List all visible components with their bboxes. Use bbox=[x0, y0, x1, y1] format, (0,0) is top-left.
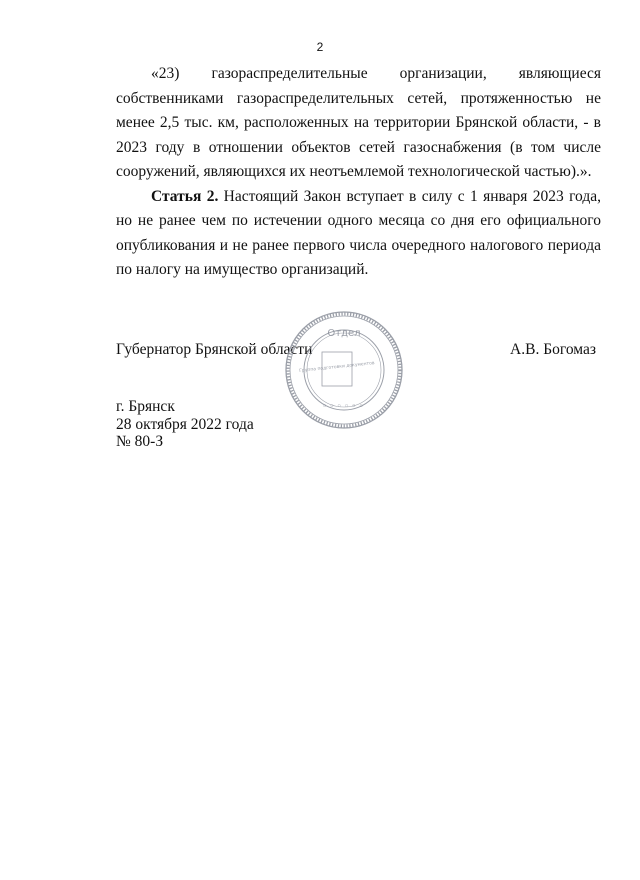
paragraph-article-2 bbox=[116, 185, 601, 283]
official-stamp bbox=[282, 308, 406, 432]
document-body bbox=[116, 62, 601, 283]
page-number: 2 bbox=[316, 40, 324, 54]
governor-name: А.В. Богомаз bbox=[510, 341, 596, 358]
article-2-label: Статья 2. bbox=[151, 187, 219, 205]
svg-text:◦◦◦◦◦◦: ◦◦◦◦◦◦ bbox=[322, 402, 366, 412]
governor-title: Губернатор Брянской области bbox=[116, 341, 313, 358]
date-text: 28 октября 2022 года bbox=[116, 415, 254, 433]
stamp-center-text: Отдел bbox=[327, 328, 361, 339]
stamp-inner-text: Группа подготовки документов bbox=[299, 361, 375, 374]
city-text: г. Брянск bbox=[116, 398, 175, 415]
paragraph-item-23: «23) газораспределительные организации, являющиеся собственниками газораспределительных сетей, протяженностью не менее 2,5 тыс. км, расположенных на территории Брянской области, - в 2023 году в отношении объектов сетей газоснабжения (в том числе сооружений, являющихся их неотъемлемой технологической частью).». bbox=[116, 65, 601, 180]
article-2-text: Настоящий Закон вступает в силу с 1 января 2023 года, но не ранее чем по истечении одного месяца со дня его официального опубликования и не ранее первого числа очередного налогового периода по налогу на имущество организаций. bbox=[116, 187, 602, 278]
place-date-block bbox=[116, 398, 254, 451]
law-number: № 80-З bbox=[116, 433, 164, 450]
